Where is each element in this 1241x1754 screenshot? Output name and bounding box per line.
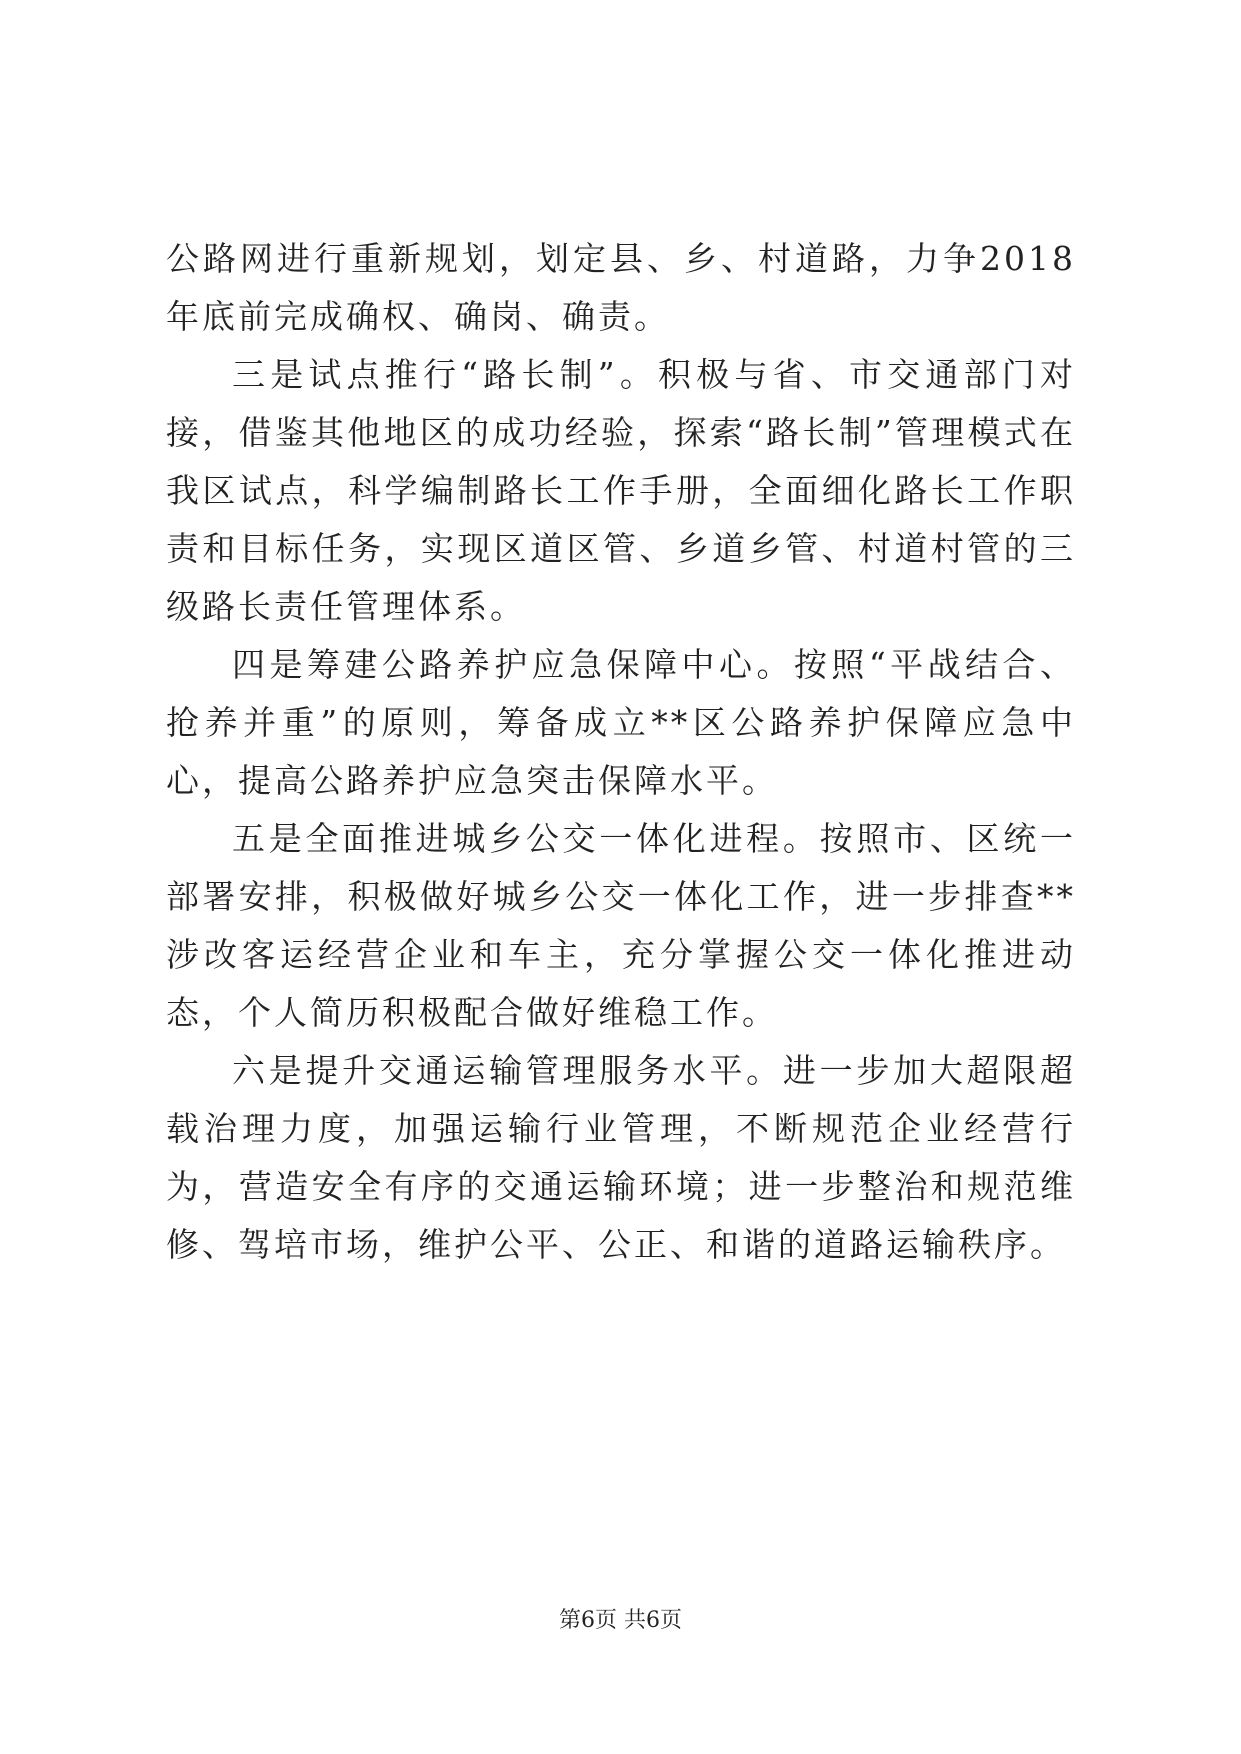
paragraph-transport-service: 六是提升交通运输管理服务水平。进一步加大超限超载治理力度，加强运输行业管理，不断规范企业经营行为，营造安全有序的交通运输环境；进一步整治和规范维修、驾培市场，维护公平、公正、和谐的道路运输秩序。 [166,1051,1076,1264]
paragraph-emergency-center: 四是筹建公路养护应急保障中心。按照“平战结合、抢养并重”的原则，筹备成立**区公路养护保障应急中心，提高公路养护应急突击保障水平。 [166,645,1076,800]
page-footer: 第6页 共6页 [559,1608,682,1633]
paragraph-road-chief-system: 三是试点推行“路长制”。积极与省、市交通部门对接，借鉴其他地区的成功经验，探索“路长制”管理模式在我区试点，科学编制路长工作手册，全面细化路长工作职责和目标任务，实现区道区管、乡道乡管、村道村管的三级路长责任管理体系。 [166,355,1076,626]
paragraph-bus-integration: 五是全面推进城乡公交一体化进程。按照市、区统一部署安排，积极做好城乡公交一体化工作，进一步排查**涉改客运经营企业和车主，充分掌握公交一体化推进动态，个人简历积极配合做好维稳工作。 [166,819,1076,1032]
paragraph-continued: 公路网进行重新规划，划定县、乡、村道路，力争2018年底前完成确权、确岗、确责。 [166,239,1076,336]
document-body [166,230,1076,1274]
